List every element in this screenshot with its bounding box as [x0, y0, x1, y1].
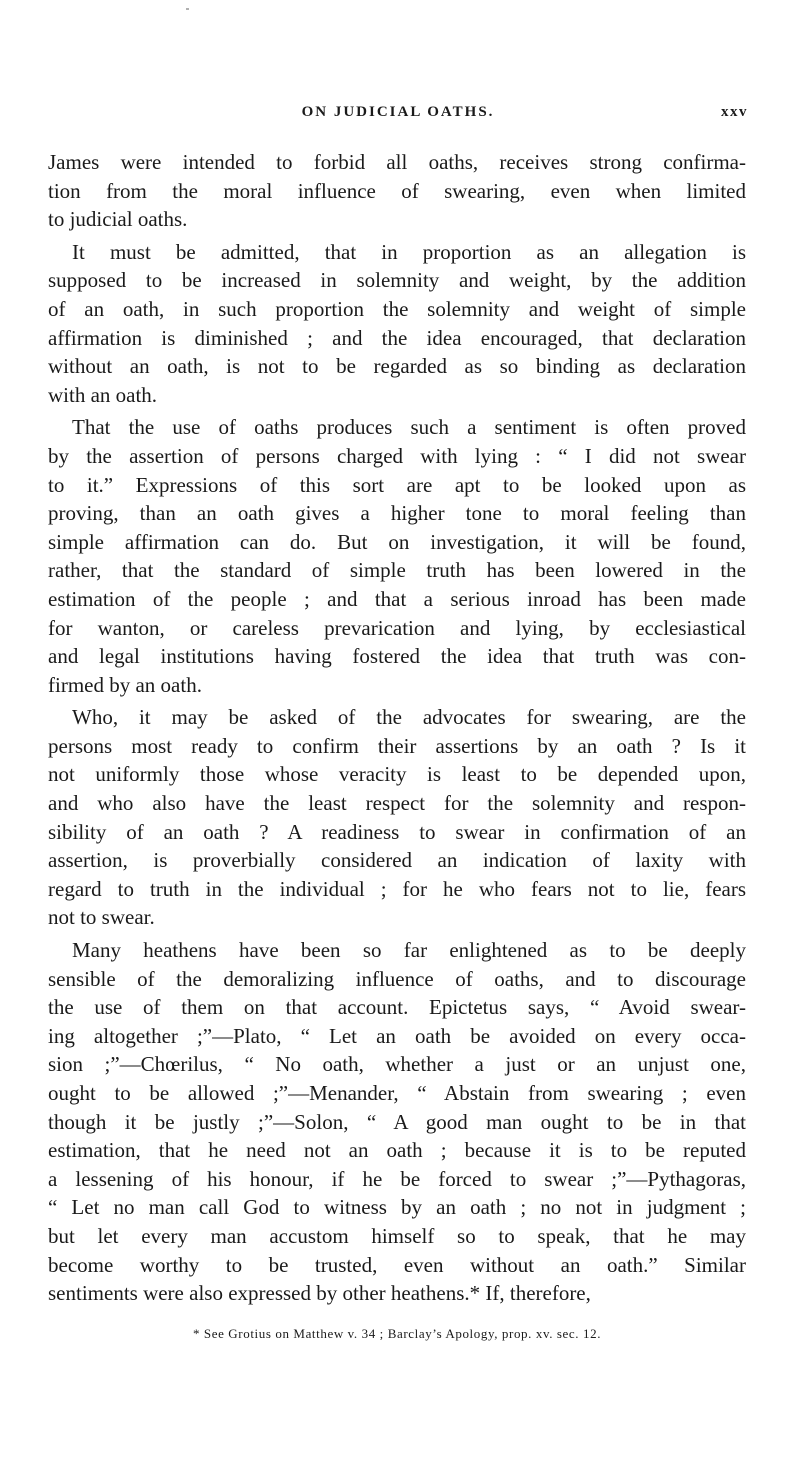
text-line: estimation of the people ; and that a serious inroad has been made [48, 586, 746, 611]
text-line: regard to truth in the individual ; for he who fears not to lie, fears [48, 876, 746, 901]
text-line: ing altogether ;”—Plato, “ Let an oath be avoided on every occa- [48, 1023, 746, 1048]
text-line: of an oath, in such proportion the solemnity and weight of simple [48, 296, 746, 321]
paragraph [48, 148, 746, 234]
text-line: Who, it may be asked of the advocates for swearing, are the [72, 705, 746, 730]
text-line: sentiments were also expressed by other heathens.* If, therefore, [48, 1281, 591, 1306]
paragraph [48, 703, 746, 932]
text-line: to it.” Expressions of this sort are apt to be looked upon as [48, 472, 746, 497]
text-line: estimation, that he need not an oath ; because it is to be reputed [48, 1138, 746, 1163]
text-line: tion from the moral influence of swearing, even when limited [48, 178, 746, 203]
text-line: by the assertion of persons charged with lying : “ I did not swear [48, 443, 746, 468]
text-line: for wanton, or careless prevarication and lying, by ecclesiastical [48, 615, 746, 640]
text-line: That the use of oaths produces such a sentiment is often proved [72, 415, 746, 440]
text-line: ought to be allowed ;”—Menander, “ Abstain from swearing ; even [48, 1081, 746, 1105]
text-line: not uniformly those whose veracity is least to be depended upon, [48, 762, 746, 787]
text-line: James were intended to forbid all oaths, receives strong confirma- [48, 150, 746, 174]
text-line: assertion, is proverbially considered an indication of laxity with [48, 848, 746, 873]
text-line: “ Let no man call God to witness by an oath ; no not in judgment ; [48, 1195, 746, 1220]
running-title: ON JUDICIAL OATHS. [301, 104, 495, 120]
text-line: supposed to be increased in solemnity and weight, by the addition [48, 268, 746, 293]
footnote: * See Grotius on Matthew v. 34 ; Barclay’s Apology, prop. xv. sec. 12. [192, 1326, 602, 1341]
text-line: sion ;”—Chœrilus, “ No oath, whether a just or an unjust one, [48, 1052, 746, 1077]
text-line: without an oath, is not to be regarded as so binding as declaration [48, 354, 746, 379]
page-number: xxv [721, 104, 748, 120]
text-line: and legal institutions having fostered the idea that truth was con- [48, 644, 746, 669]
text-line: affirmation is diminished ; and the idea encouraged, that declaration [48, 325, 746, 350]
text-line: a lessening of his honour, if he be forced to swear ;”—Pythagoras, [48, 1166, 746, 1191]
paragraph [48, 413, 746, 699]
body-text [48, 148, 746, 1308]
text-line: sensible of the demoralizing influence of oaths, and to discourage [48, 966, 746, 991]
text-line: It must be admitted, that in proportion as an allegation is [72, 239, 746, 264]
text-line: sibility of an oath ? A readiness to swear in confirmation of an [48, 819, 746, 844]
text-line: with an oath. [48, 382, 158, 407]
text-line: and who also have the least respect for the solemnity and respon- [48, 791, 746, 816]
text-line: become worthy to be trusted, even without an oath.” Similar [48, 1252, 746, 1277]
text-line: proving, than an oath gives a higher tone to moral feeling than [48, 501, 746, 526]
paragraph [48, 238, 746, 410]
text-line: though it be justly ;”—Solon, “ A good man ought to be in that [48, 1109, 746, 1134]
text-line: rather, that the standard of simple truth has been lowered in the [48, 558, 746, 583]
text-line: firmed by an oath. [48, 672, 202, 697]
running-head [48, 104, 748, 128]
text-line: simple affirmation can do. But on investigation, it will be found, [48, 529, 746, 554]
scan-speck [186, 8, 189, 10]
text-line: the use of them on that account. Epictetus says, “ Avoid swear- [48, 995, 746, 1020]
text-line: persons most ready to confirm their assertions by an oath ? Is it [48, 733, 746, 758]
text-line: to judicial oaths. [48, 207, 188, 232]
text-line: Many heathens have been so far enlightened as to be deeply [72, 938, 746, 963]
text-line: not to swear. [48, 905, 155, 930]
paragraph [48, 936, 746, 1308]
text-line: but let every man accustom himself so to speak, that he may [48, 1223, 746, 1248]
